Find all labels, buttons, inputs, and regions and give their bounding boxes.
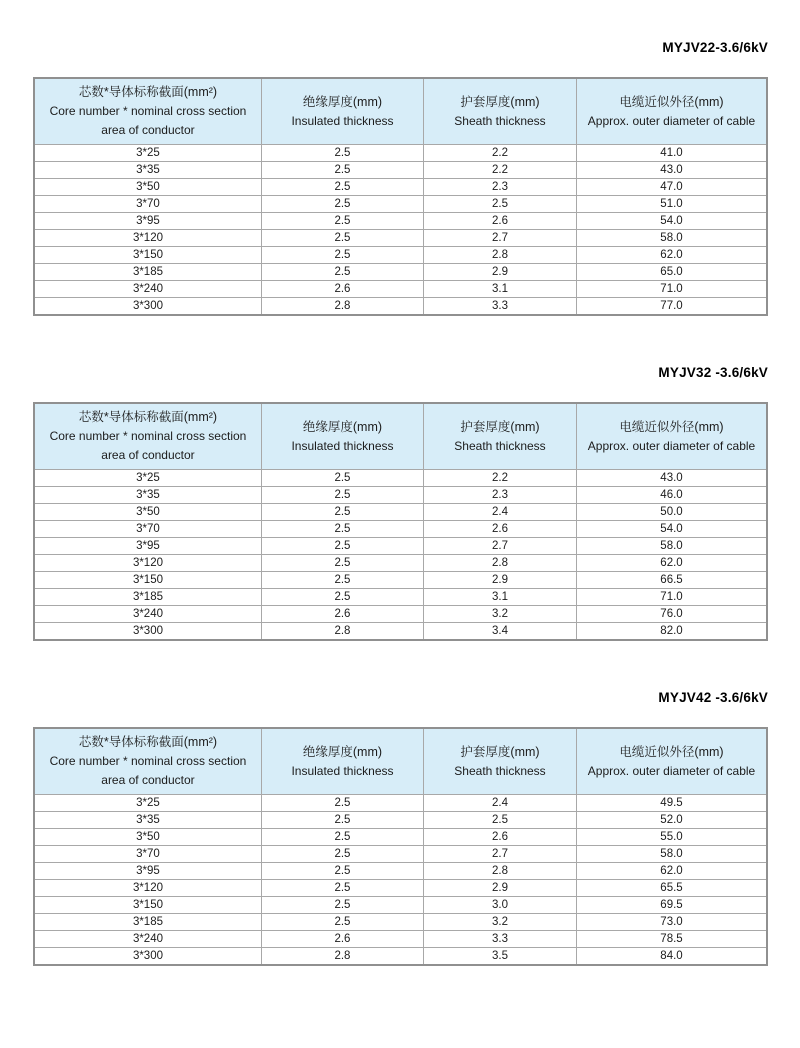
table-cell: 2.5 [261,538,423,555]
table-row [34,589,767,606]
table-cell: 66.5 [577,572,768,589]
spec-table [33,727,768,966]
table-cell: 77.0 [577,298,768,316]
table-cell: 3*35 [34,812,261,829]
table-cell: 2.9 [424,264,577,281]
table-row [34,179,767,196]
col-header-diameter-zh: 电缆近似外径(mm) [619,419,724,434]
table-row [34,521,767,538]
table-cell: 54.0 [577,521,768,538]
table-row [34,812,767,829]
table-row [34,795,767,812]
table-row [34,948,767,966]
table-cell: 3*50 [34,829,261,846]
table-cell: 3*50 [34,179,261,196]
table-cell: 78.5 [577,931,768,948]
table-cell: 71.0 [577,281,768,298]
table-cell: 2.5 [261,795,423,812]
col-header-conductor-en1: Core number * nominal cross section [49,104,247,118]
table-cell: 2.3 [424,487,577,504]
table-cell: 76.0 [577,606,768,623]
table-cell: 84.0 [577,948,768,966]
table-cell: 3*120 [34,555,261,572]
table-cell: 2.2 [424,145,577,162]
table-cell: 2.5 [261,504,423,521]
col-header-diameter [577,78,768,145]
col-header-insulated-zh: 绝缘厚度(mm) [302,419,383,434]
table-cell: 3*35 [34,162,261,179]
spec-table [33,402,768,641]
col-header-conductor-zh: 芯数*导体标称截面(mm²) [78,735,218,749]
table-row [34,504,767,521]
table-cell: 55.0 [577,829,768,846]
table-cell: 2.5 [261,897,423,914]
table-row [34,606,767,623]
table-cell: 2.5 [261,914,423,931]
table-row [34,196,767,213]
table-cell: 71.0 [577,589,768,606]
table-cell: 2.7 [424,230,577,247]
table-cell: 2.4 [424,795,577,812]
table-cell: 3*240 [34,931,261,948]
table-cell: 3*300 [34,948,261,966]
table-cell: 49.5 [577,795,768,812]
table-cell: 2.6 [424,213,577,230]
table-title: MYJV22-3.6/6kV [662,40,768,55]
col-header-insulated [261,728,423,795]
table-cell: 3*120 [34,230,261,247]
col-header-sheath-zh: 护套厚度(mm) [460,419,540,434]
col-header-diameter-en: Approx. outer diameter of cable [587,113,756,128]
table-cell: 65.0 [577,264,768,281]
table-cell: 2.5 [261,470,423,487]
table-cell: 3*95 [34,538,261,555]
table-row [34,538,767,555]
table-row [34,470,767,487]
header-row [34,728,767,795]
col-header-insulated-zh: 绝缘厚度(mm) [302,744,383,759]
table-cell: 3.1 [424,589,577,606]
table-cell: 2.5 [261,846,423,863]
col-header-conductor-zh: 芯数*导体标称截面(mm²) [78,410,218,424]
table-cell: 73.0 [577,914,768,931]
table-cell: 3*50 [34,504,261,521]
header-row [34,78,767,145]
table-row [34,623,767,641]
table-cell: 69.5 [577,897,768,914]
col-header-diameter [577,403,768,470]
spec-section-myjv32 [33,365,768,641]
table-cell: 2.6 [261,281,423,298]
table-header [34,403,767,470]
col-header-diameter-zh: 电缆近似外径(mm) [619,744,724,759]
table-cell: 2.5 [424,812,577,829]
table-cell: 3*25 [34,470,261,487]
table-cell: 2.5 [261,145,423,162]
table-cell: 46.0 [577,487,768,504]
table-cell: 3*35 [34,487,261,504]
table-row [34,487,767,504]
table-row [34,572,767,589]
table-row [34,145,767,162]
col-header-insulated-en: Insulated thickness [291,438,394,453]
table-cell: 52.0 [577,812,768,829]
table-cell: 2.5 [261,264,423,281]
table-row [34,213,767,230]
table-cell: 2.6 [261,606,423,623]
table-cell: 3*185 [34,589,261,606]
table-cell: 3*150 [34,572,261,589]
table-row [34,897,767,914]
col-header-conductor [34,78,261,145]
table-row [34,914,767,931]
table-cell: 62.0 [577,863,768,880]
table-header [34,728,767,795]
table-cell: 2.5 [261,162,423,179]
table-row [34,247,767,264]
table-row [34,555,767,572]
col-header-sheath-en: Sheath thickness [454,763,546,778]
col-header-conductor-en1: Core number * nominal cross section [49,754,247,768]
table-cell: 3*240 [34,606,261,623]
table-cell: 3*70 [34,196,261,213]
col-header-conductor-zh: 芯数*导体标称截面(mm²) [78,85,218,99]
table-body [34,145,767,316]
table-cell: 3*25 [34,145,261,162]
col-header-insulated-en: Insulated thickness [291,763,394,778]
col-header-sheath [424,728,577,795]
table-cell: 2.5 [261,213,423,230]
table-body [34,795,767,966]
table-cell: 3*150 [34,897,261,914]
table-cell: 41.0 [577,145,768,162]
table-cell: 43.0 [577,162,768,179]
table-cell: 2.5 [261,880,423,897]
table-header [34,78,767,145]
col-header-conductor [34,403,261,470]
table-cell: 2.8 [424,863,577,880]
table-row [34,281,767,298]
table-cell: 3*300 [34,623,261,641]
table-cell: 2.5 [261,247,423,264]
table-cell: 2.7 [424,846,577,863]
col-header-diameter-zh: 电缆近似外径(mm) [619,94,724,109]
table-row [34,846,767,863]
col-header-sheath [424,78,577,145]
table-cell: 2.5 [261,487,423,504]
table-cell: 2.5 [261,555,423,572]
table-cell: 2.8 [261,948,423,966]
table-cell: 2.5 [424,196,577,213]
table-cell: 2.5 [261,589,423,606]
table-cell: 62.0 [577,247,768,264]
col-header-insulated-zh: 绝缘厚度(mm) [302,94,383,109]
table-cell: 2.8 [261,623,423,641]
table-cell: 3.2 [424,606,577,623]
table-cell: 2.8 [424,555,577,572]
table-cell: 2.6 [261,931,423,948]
table-cell: 62.0 [577,555,768,572]
table-cell: 3.0 [424,897,577,914]
table-cell: 54.0 [577,213,768,230]
col-header-sheath-zh: 护套厚度(mm) [460,744,540,759]
table-row [34,931,767,948]
table-cell: 2.5 [261,230,423,247]
table-cell: 3*95 [34,863,261,880]
col-header-conductor-en2: area of conductor [101,448,195,462]
table-cell: 50.0 [577,504,768,521]
col-header-insulated [261,403,423,470]
table-cell: 2.5 [261,812,423,829]
table-cell: 65.5 [577,880,768,897]
col-header-diameter [577,728,768,795]
col-header-diameter-en: Approx. outer diameter of cable [587,763,756,778]
col-header-conductor-en2: area of conductor [101,773,195,787]
table-row [34,863,767,880]
table-title: MYJV42 -3.6/6kV [658,690,768,705]
table-cell: 3*25 [34,795,261,812]
table-cell: 2.5 [261,521,423,538]
table-cell: 3*70 [34,521,261,538]
col-header-sheath-en: Sheath thickness [454,438,546,453]
col-header-sheath-en: Sheath thickness [454,113,546,128]
col-header-conductor-en2: area of conductor [101,123,195,137]
table-cell: 3*300 [34,298,261,316]
table-cell: 2.8 [424,247,577,264]
table-cell: 3*70 [34,846,261,863]
table-cell: 3.3 [424,931,577,948]
table-cell: 3*185 [34,264,261,281]
table-cell: 2.8 [261,298,423,316]
table-row [34,298,767,316]
table-cell: 3.5 [424,948,577,966]
col-header-conductor [34,728,261,795]
spec-table [33,77,768,316]
table-cell: 2.9 [424,880,577,897]
table-cell: 2.2 [424,470,577,487]
col-header-diameter-en: Approx. outer diameter of cable [587,438,756,453]
table-cell: 3*240 [34,281,261,298]
table-cell: 2.5 [261,179,423,196]
table-row [34,230,767,247]
table-cell: 3.1 [424,281,577,298]
table-cell: 51.0 [577,196,768,213]
col-header-insulated [261,78,423,145]
table-cell: 58.0 [577,538,768,555]
table-cell: 58.0 [577,846,768,863]
table-cell: 82.0 [577,623,768,641]
table-row [34,829,767,846]
col-header-sheath [424,403,577,470]
table-cell: 3.2 [424,914,577,931]
table-cell: 3*120 [34,880,261,897]
table-cell: 2.3 [424,179,577,196]
col-header-sheath-zh: 护套厚度(mm) [460,94,540,109]
table-title: MYJV32 -3.6/6kV [658,365,768,380]
spec-section-myjv42 [33,690,768,966]
col-header-insulated-en: Insulated thickness [291,113,394,128]
header-row [34,403,767,470]
table-cell: 3.4 [424,623,577,641]
table-cell: 2.6 [424,521,577,538]
table-row [34,880,767,897]
table-cell: 58.0 [577,230,768,247]
table-cell: 2.7 [424,538,577,555]
table-row [34,162,767,179]
table-cell: 2.6 [424,829,577,846]
table-cell: 3*185 [34,914,261,931]
spec-section-myjv22 [33,40,768,316]
table-cell: 2.2 [424,162,577,179]
col-header-conductor-en1: Core number * nominal cross section [49,429,247,443]
table-cell: 47.0 [577,179,768,196]
table-cell: 2.5 [261,572,423,589]
table-cell: 43.0 [577,470,768,487]
table-cell: 2.5 [261,829,423,846]
table-cell: 2.5 [261,863,423,880]
table-body [34,470,767,641]
table-row [34,264,767,281]
table-cell: 2.9 [424,572,577,589]
table-cell: 2.4 [424,504,577,521]
table-cell: 3*95 [34,213,261,230]
table-cell: 3.3 [424,298,577,316]
table-cell: 2.5 [261,196,423,213]
table-cell: 3*150 [34,247,261,264]
